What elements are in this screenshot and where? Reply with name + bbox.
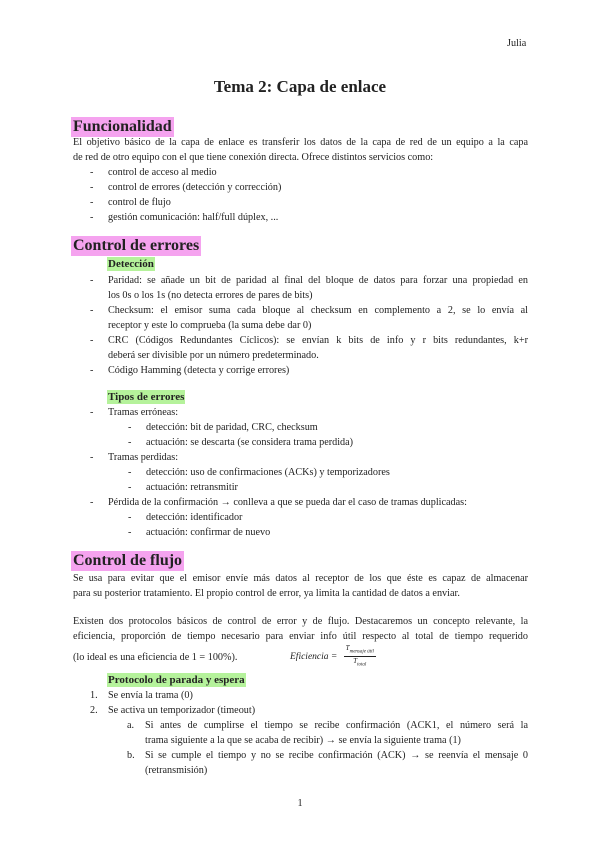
list-item: - CRC (Códigos Redundantes Cíclicos): se envían k bits de info y r bits redundantes, k+r deberá ser divisible por un número predeterminado. [90, 335, 528, 361]
protocol-substeps [127, 718, 528, 778]
section-heading-funcionalidad: Funcionalidad [73, 118, 172, 135]
paragraph-line: El objetivo básico de la capa de enlace es transferir los datos de la capa de red de un equipo a la capa [73, 137, 528, 148]
paragraph-line: eficiencia, proporción de tiempo necesario para enviar info útil respecto al total de tiempo requerido [73, 631, 528, 642]
formula-lhs: Eficiencia = [290, 652, 338, 663]
subsection-heading-deteccion: Detección [108, 258, 154, 270]
list-item: - Checksum: el emisor suma cada bloque al checksum en complemento a 2, se lo envía al receptor y este lo comprueba (la suma debe dar 0) [90, 305, 528, 331]
list-item: - Pérdida de la confirmación → conlleva a que se pueda dar el caso de tramas duplicadas: - detección: identificador - actuación: confirmar de nuevo [90, 495, 530, 540]
list-item: - control de flujo [90, 197, 171, 208]
subsection-heading-tipos-errores: Tipos de errores [108, 391, 185, 403]
numbered-step: 2. Se activa un temporizador (timeout) [90, 705, 256, 716]
lettered-substep: a. Si antes de cumplirse el tiempo se recibe confirmación (ACK1, el número será la trama siguiente a la que se acaba de recibir) → se envía la siguiente trama (1) [127, 720, 528, 746]
paragraph-line: de red de otro equipo con el que tiene conexión directa. Ofrece distintos servicios como: [73, 152, 434, 163]
paragraph-line: Se usa para evitar que el emisor envíe más datos al receptor de los que éste es capaz de almacenar [73, 573, 528, 584]
list-item: - Tramas erróneas: - detección: bit de paridad, CRC, checksum - actuación: se descarta (se considera trama perdida) [90, 405, 530, 450]
sub-list-item: detección: bit de paridad, CRC, checksum [146, 422, 318, 433]
paragraph-line: (lo ideal es una eficiencia de 1 = 100%). [73, 652, 238, 663]
section-heading-control-flujo: Control de flujo [73, 552, 183, 569]
list-item: - Código Hamming (detecta y corrige errores) [90, 365, 290, 376]
list-item: - control de acceso al medio [90, 167, 217, 178]
sub-list-item: actuación: se descarta (se considera trama perdida) [146, 437, 354, 448]
sub-list-item: detección: uso de confirmaciones (ACKs) y temporizadores [146, 467, 390, 478]
page-title: Tema 2: Capa de enlace [213, 77, 387, 96]
paragraph-line: para su posterior tratamiento. El propio control de error, ya limita la cantidad de datos a enviar. [73, 588, 460, 599]
section-heading-control-errores: Control de errores [73, 237, 200, 254]
paragraph-line: Existen dos protocolos básicos de control de error y de flujo. Destacaremos un concepto relevante, la [73, 616, 528, 627]
sub-list-item: actuación: confirmar de nuevo [146, 527, 271, 538]
list-item: - gestión comunicación: half/full dúplex, ... [90, 212, 279, 223]
sub-list-item: actuación: retransmitir [146, 482, 238, 493]
error-types-list [90, 405, 530, 540]
service-list [90, 165, 530, 225]
detection-list [90, 273, 528, 378]
list-item: - Paridad: se añade un bit de paridad al final del bloque de datos para forzar una propiedad en los 0s o los 1s (no detecta errores de pares de bits) [90, 275, 528, 301]
lettered-substep: b. Si se cumple el tiempo y no se recibe confirmación (ACK) → se reenvía el mensaje 0 (retransmisión) [127, 750, 528, 776]
list-item: - control de errores (detección y corrección) [90, 182, 282, 193]
protocol-steps [90, 688, 530, 718]
subsection-heading-parada-espera: Protocolo de parada y espera [108, 674, 245, 686]
list-item: - Tramas perdidas: - detección: uso de confirmaciones (ACKs) y temporizadores - actuación: retransmitir [90, 450, 530, 495]
numbered-step: 1. Se envía la trama (0) [90, 690, 193, 701]
sub-list-item: detección: identificador [146, 512, 243, 523]
page-number: 1 [297, 798, 303, 809]
author-name: Julia [507, 38, 527, 49]
efficiency-formula: Eficiencia = $\frac{T_{mensaje útil}}{T_{total}}$ [290, 644, 374, 668]
